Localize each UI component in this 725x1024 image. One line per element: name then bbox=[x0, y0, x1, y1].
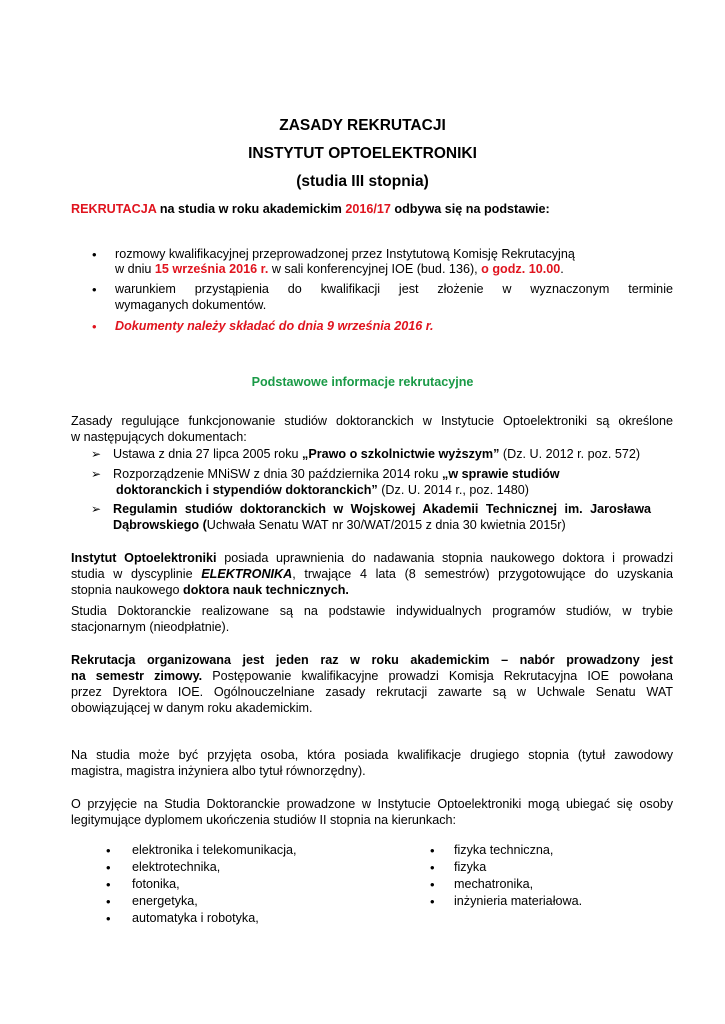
field-item: fotonika, bbox=[132, 877, 180, 891]
field-item: elektronika i telekomunikacja, bbox=[132, 843, 297, 857]
doc-1-ref: (Dz. U. 2012 r. poz. 572) bbox=[499, 447, 641, 461]
b1-text-c: w sali konferencyjnej IOE (bud. 136), bbox=[268, 262, 482, 276]
discipline-name: ELEKTRONIKA bbox=[201, 567, 293, 581]
arrow-bullet-icon: ➢ bbox=[91, 467, 102, 481]
doc-item-1 bbox=[113, 447, 640, 461]
recruit-text-2: Postępowanie kwalifikacyjne prowadzi Komisja Rekrutacyjna IOE powołana bbox=[202, 669, 673, 683]
doc-3-title-b: Dąbrowskiego ( bbox=[113, 518, 207, 532]
doc-item-3-line-1: Regulamin studiów doktoranckich w Wojskowej Akademii Technicznej im. Jarosława bbox=[113, 502, 651, 516]
field-item: automatyka i robotyka, bbox=[132, 911, 259, 925]
docs-line-1: Zasady regulujące funkcjonowanie studiów doktoranckich w Instytucie Optoelektroniki są określone bbox=[71, 414, 673, 428]
doc-2-ref: (Dz. U. 2014 r., poz. 1480) bbox=[377, 483, 529, 497]
recruit-line-4: obowiązującej w danym roku akademickim. bbox=[71, 701, 313, 715]
bullet-1-line-2 bbox=[115, 262, 564, 276]
bullet-2-line-2: wymaganych dokumentów. bbox=[115, 298, 267, 312]
intro-text-1: na studia w roku akademickim bbox=[156, 202, 346, 216]
bullet-icon: • bbox=[430, 843, 435, 858]
section-heading: Podstawowe informacje rekrutacyjne bbox=[251, 375, 474, 389]
intro-line bbox=[71, 202, 550, 216]
field-item: fizyka bbox=[454, 860, 487, 874]
b1-text-e: . bbox=[560, 262, 564, 276]
field-item: inżynieria materiałowa. bbox=[454, 894, 583, 908]
docs-line-2: w następujących dokumentach: bbox=[71, 430, 247, 444]
doc-2-title-a: „w sprawie studiów bbox=[442, 467, 560, 481]
title-line-3: (studia III stopnia) bbox=[296, 173, 429, 190]
bullet-icon: • bbox=[430, 894, 435, 909]
admission-line-1: O przyjęcie na Studia Doktoranckie prowadzone w Instytucie Optoelektroniki mogą ubiegać się osoby bbox=[71, 797, 673, 811]
bullet-icon: • bbox=[106, 911, 111, 926]
bullet-icon: • bbox=[106, 894, 111, 909]
institute-line-1 bbox=[71, 551, 673, 565]
bullet-3-deadline: Dokumenty należy składać do dnia 9 września 2016 r. bbox=[115, 319, 434, 333]
institute-line-2 bbox=[71, 567, 673, 581]
degree-name: doktora nauk technicznych. bbox=[183, 583, 349, 597]
bullet-icon: • bbox=[92, 319, 97, 334]
admission-line-2: legitymujące dyplomem ukończenia studiów II stopnia na kierunkach: bbox=[71, 813, 457, 827]
b1-time: o godz. 10.00 bbox=[481, 262, 561, 276]
institute-line-4: Studia Doktoranckie realizowane są na podstawie indywidualnych programów studiów, w trybie bbox=[71, 604, 673, 618]
intro-recruitment: REKRUTACJA bbox=[71, 202, 157, 216]
institute-text-2c: , trwające 4 lata (8 semestrów) przygotowujące do uzyskania bbox=[292, 567, 674, 581]
field-item: fizyka techniczna, bbox=[454, 843, 554, 857]
doc-item-2-line-1 bbox=[113, 467, 560, 481]
arrow-bullet-icon: ➢ bbox=[91, 502, 102, 516]
doc-item-2-line-2 bbox=[116, 483, 529, 497]
recruit-line-2 bbox=[71, 669, 673, 683]
bullet-icon: • bbox=[106, 843, 111, 858]
doc-2-text: Rozporządzenie MNiSW z dnia 30 października 2014 roku bbox=[113, 467, 443, 481]
institute-text-2a: studia w dyscyplinie bbox=[71, 567, 202, 581]
doc-1-text: Ustawa z dnia 27 lipca 2005 roku bbox=[113, 447, 303, 461]
bullet-icon: • bbox=[106, 877, 111, 892]
b1-text-a: w dniu bbox=[115, 262, 155, 276]
intro-text-2: odbywa się na podstawie: bbox=[390, 202, 550, 216]
eligible-line-1: Na studia może być przyjęta osoba, która posiada kwalifikacje drugiego stopnia (tytuł zawodowy bbox=[71, 748, 673, 762]
recruit-line-1: Rekrutacja organizowana jest jeden raz w roku akademickim – nabór prowadzony jest bbox=[71, 653, 673, 667]
title-line-2: INSTYTUT OPTOELEKTRONIKI bbox=[248, 145, 477, 162]
doc-item-3-line-2 bbox=[113, 518, 566, 532]
bullet-1-line-1: rozmowy kwalifikacyjnej przeprowadzonej przez Instytutową Komisję Rekrutacyjną bbox=[115, 247, 575, 261]
field-item: mechatronika, bbox=[454, 877, 534, 891]
recruit-line-3: przez Dyrektora IOE. Ogólnouczelniane zasady rekrutacji zawarte są w Uchwale Senatu WAT bbox=[71, 685, 673, 699]
title-line-1: ZASADY REKRUTACJI bbox=[279, 117, 446, 134]
institute-line-3 bbox=[71, 583, 349, 597]
doc-2-title-b: doktoranckich i stypendiów doktoranckich” bbox=[116, 483, 378, 497]
eligible-line-2: magistra, magistra inżyniera albo tytuł równorzędny). bbox=[71, 764, 366, 778]
bullet-icon: • bbox=[92, 247, 97, 262]
doc-3-ref: Uchwała Senatu WAT nr 30/WAT/2015 z dnia 30 kwietnia 2015r) bbox=[206, 518, 566, 532]
arrow-bullet-icon: ➢ bbox=[91, 447, 102, 461]
b1-date: 15 września 2016 r. bbox=[154, 262, 269, 276]
intro-year: 2016/17 bbox=[345, 202, 391, 216]
institute-text-1: posiada uprawnienia do nadawania stopnia naukowego doktora i prowadzi bbox=[216, 551, 673, 565]
field-item: elektrotechnika, bbox=[132, 860, 221, 874]
institute-text-3a: stopnia naukowego bbox=[71, 583, 184, 597]
bullet-icon: • bbox=[430, 860, 435, 875]
bullet-2-line-1: warunkiem przystąpienia do kwalifikacji jest złożenie w wyznaczonym terminie bbox=[115, 282, 673, 296]
bullet-icon: • bbox=[430, 877, 435, 892]
document-title bbox=[0, 112, 725, 196]
institute-line-5: stacjonarnym (nieodpłatnie). bbox=[71, 620, 230, 634]
doc-1-title: „Prawo o szkolnictwie wyższym” bbox=[302, 447, 500, 461]
recruit-semester: na semestr zimowy. bbox=[71, 669, 203, 683]
bullet-icon: • bbox=[106, 860, 111, 875]
bullet-icon: • bbox=[92, 282, 97, 297]
institute-name: Instytut Optoelektroniki bbox=[71, 551, 217, 565]
field-item: energetyka, bbox=[132, 894, 198, 908]
